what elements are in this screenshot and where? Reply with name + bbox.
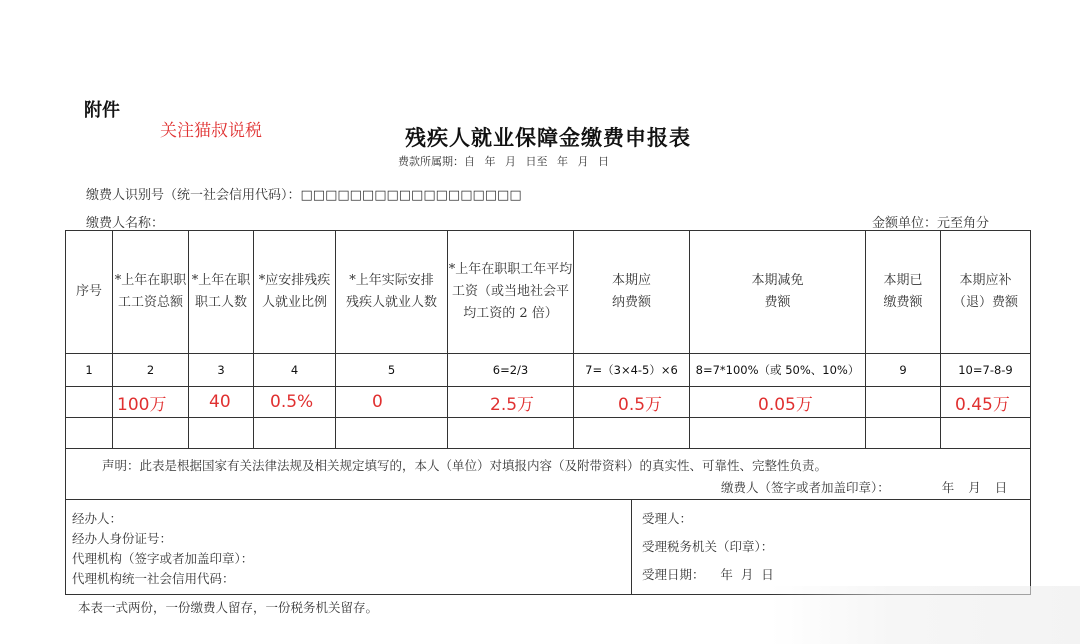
header-cell: 本期应补（退）费额 xyxy=(941,231,1031,354)
filled-values-row xyxy=(66,387,1031,418)
payer-id-boxes[interactable]: □□□□□□□□□□□□□□□□□□ xyxy=(300,188,522,203)
header-cell: 本期已缴费额 xyxy=(866,231,941,354)
value-cell-fee-balance[interactable]: 0.45万 xyxy=(941,387,1031,418)
fee-period: 费款所属期：自 年 月 日至 年 月 日 xyxy=(398,155,609,168)
blank-cell[interactable] xyxy=(690,418,866,449)
value-cell-headcount[interactable]: 40 xyxy=(189,387,254,418)
blank-cell[interactable] xyxy=(113,418,189,449)
value-cell[interactable] xyxy=(66,387,113,418)
agent-id-label: 经办人身份证号： xyxy=(72,531,173,546)
watermark-text: 关注猫叔说税 xyxy=(160,121,262,141)
column-number: 2 xyxy=(113,354,189,387)
agency-seal-label: 代理机构（签字或者加盖印章）： xyxy=(72,551,254,566)
blank-cell[interactable] xyxy=(866,418,941,449)
agency-credit-code-label: 代理机构统一社会信用代码： xyxy=(72,571,235,586)
tax-authority-label: 受理税务机关（印章）： xyxy=(642,539,774,554)
receive-date-label: 受理日期： 年 月 日 xyxy=(642,567,774,582)
column-number: 9 xyxy=(866,354,941,387)
payer-id-label: 缴费人识别号（统一社会信用代码）： xyxy=(86,188,301,203)
receiver-label: 受理人： xyxy=(642,511,693,526)
blank-cell[interactable] xyxy=(448,418,574,449)
processing-table xyxy=(65,499,1031,595)
header-cell: 本期应纳费额 xyxy=(574,231,690,354)
value-cell-salary-total[interactable]: 100万 xyxy=(113,387,189,418)
agent-name-label: 经办人： xyxy=(72,511,123,526)
header-cell: 序号 xyxy=(66,231,113,354)
declaration-date: 年 月 日 xyxy=(941,480,1008,495)
scan-shadow xyxy=(770,586,1080,644)
value-cell-disabled-count[interactable]: 0 xyxy=(336,387,448,418)
form-title: 残疾人就业保障金缴费申报表 xyxy=(405,126,691,150)
column-number: 1 xyxy=(66,354,113,387)
blank-cell[interactable] xyxy=(189,418,254,449)
column-number: 10=7-8-9 xyxy=(941,354,1031,387)
blank-cell[interactable] xyxy=(941,418,1031,449)
declaration-table xyxy=(65,230,1031,500)
payer-id-line xyxy=(86,184,522,203)
column-number: 6=2/3 xyxy=(448,354,574,387)
amount-unit: 金额单位：元至角分 xyxy=(872,216,990,231)
value-cell-avg-salary[interactable]: 2.5万 xyxy=(448,387,574,418)
header-cell: *上年在职职工工资总额 xyxy=(113,231,189,354)
value-cell-fee-paid[interactable] xyxy=(866,387,941,418)
header-cell: *上年在职职工人数 xyxy=(189,231,254,354)
footnote: 本表一式两份，一份缴费人留存，一份税务机关留存。 xyxy=(78,600,379,615)
column-number: 7=（3×4-5）×6 xyxy=(574,354,690,387)
declaration-text: 声明：此表是根据国家有关法律法规及相关规定填写的，本人（单位）对填报内容（及附带资料）的真实性、可靠性、完整性负责。 xyxy=(102,458,828,473)
value-cell-fee-reduction[interactable]: 0.05万 xyxy=(690,387,866,418)
payer-name-label: 缴费人名称： xyxy=(86,216,165,231)
declaration-row xyxy=(66,449,1031,500)
receiver-section xyxy=(632,500,1031,595)
column-number: 5 xyxy=(336,354,448,387)
blank-row xyxy=(66,418,1031,449)
declaration-signature-line xyxy=(66,474,1030,496)
attachment-label: 附件 xyxy=(84,100,120,121)
column-number-row xyxy=(66,354,1031,387)
column-number: 4 xyxy=(254,354,336,387)
blank-cell[interactable] xyxy=(254,418,336,449)
agent-section xyxy=(66,500,632,595)
header-cell: *上年实际安排残疾人就业人数 xyxy=(336,231,448,354)
header-cell: *上年在职职工年平均工资（或当地社会平均工资的 2 倍） xyxy=(448,231,574,354)
column-number: 8=7*100%（或 50%、10%） xyxy=(690,354,866,387)
blank-cell[interactable] xyxy=(66,418,113,449)
header-row xyxy=(66,231,1031,354)
header-cell: *应安排残疾人就业比例 xyxy=(254,231,336,354)
header-cell: 本期减免费额 xyxy=(690,231,866,354)
blank-cell[interactable] xyxy=(574,418,690,449)
value-cell-fee-due[interactable]: 0.5万 xyxy=(574,387,690,418)
declaration-cell xyxy=(66,449,1031,500)
value-cell-ratio[interactable]: 0.5% xyxy=(254,387,336,418)
column-number: 3 xyxy=(189,354,254,387)
blank-cell[interactable] xyxy=(336,418,448,449)
declaration-signer: 缴费人（签字或者加盖印章）： xyxy=(721,480,890,495)
